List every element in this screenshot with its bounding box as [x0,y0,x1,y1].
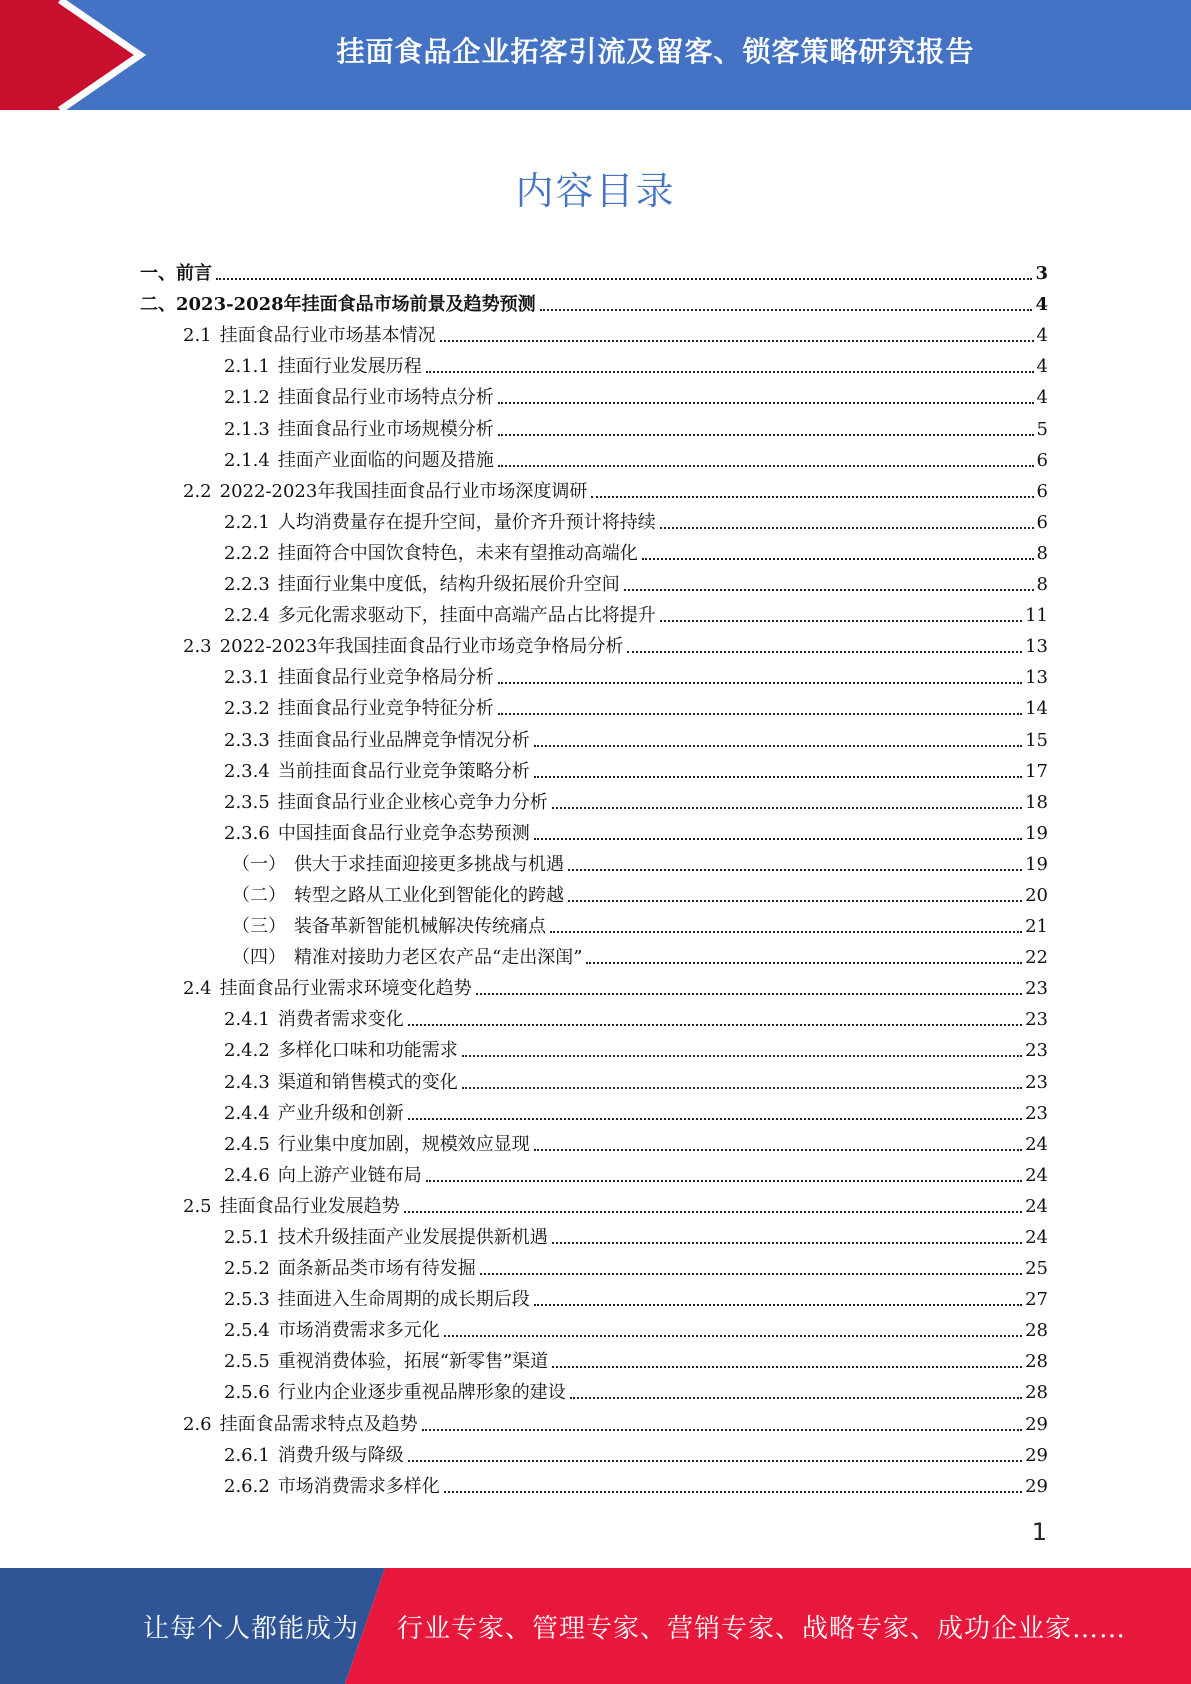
toc-dot-leader [552,807,1022,809]
toc-entry-label [232,916,546,938]
toc-dot-leader [624,589,1034,591]
toc-entry-label [224,1320,440,1342]
toc-entry-page: 24 [1025,1133,1048,1155]
toc-dot-leader [534,1149,1022,1151]
toc-entry-label [224,1227,548,1249]
toc-entry[interactable] [140,720,1048,751]
toc-dot-leader [660,620,1022,622]
toc-dot-leader [534,1304,1022,1306]
toc-entry-page: 6 [1036,449,1048,471]
toc-entry-label [183,636,623,658]
toc-entry-title: 挂面食品行业需求环境变化趋势 [219,978,472,1000]
toc-dot-leader [462,1055,1022,1057]
toc-entry-label [224,667,494,689]
toc-entry[interactable] [140,1249,1048,1280]
toc-entry-number: 2.4.5 [224,1133,270,1155]
toc-entry-label [232,947,582,969]
toc-dot-leader [550,931,1022,933]
toc-entry-title: 消费升级与降级 [277,1444,404,1466]
toc-entry-page: 4 [1035,294,1048,316]
toc-entry-label [224,356,422,378]
toc-entry-title: 前言 [176,263,212,285]
toc-entry-page: 24 [1025,1195,1048,1217]
toc-entry-title: 2022-2023年我国挂面食品行业市场深度调研 [219,480,588,502]
toc-entry-title: 挂面行业集中度低，结构升级拓展价升空间 [277,574,620,596]
toc-entry-number: 2.5 [183,1195,212,1217]
toc-entry-number: 2.4.6 [224,1164,270,1186]
toc-entry-label [224,1165,422,1187]
toc-entry-title: 挂面食品行业竞争特征分析 [277,698,494,720]
toc-entry[interactable] [140,534,1048,565]
toc-entry-number: 2.5.1 [224,1227,270,1248]
toc-entry[interactable] [140,378,1048,409]
toc-entry-title: 挂面食品行业企业核心竞争力分析 [277,791,548,813]
toc-dot-leader [591,496,1033,498]
toc-entry-label [224,1072,458,1094]
toc-entry-label [224,512,656,534]
toc-dot-leader [444,1491,1022,1493]
toc-entry[interactable] [140,814,1048,845]
toc-entry-number: 2.3 [183,636,212,658]
toc-entry-number: 2.5.3 [224,1289,270,1311]
toc-entry[interactable] [140,1373,1048,1404]
toc-entry-label [224,698,494,720]
toc-entry[interactable] [140,1062,1048,1093]
table-of-contents [140,254,1048,1498]
toc-entry-page: 29 [1025,1475,1048,1497]
toc-entry-page: 6 [1036,480,1048,502]
toc-entry-page: 4 [1036,325,1048,347]
toc-entry-title: 转型之路从工业化到智能化的跨越 [294,884,564,906]
toc-entry[interactable] [140,1125,1048,1156]
toc-entry[interactable] [140,658,1048,689]
toc-entry-label [224,792,548,814]
toc-entry-title: 人均消费量存在提升空间，量价齐升预计将持续 [277,511,656,533]
toc-entry-number: 2.5.4 [224,1320,270,1342]
toc-entry-number: 2.4.2 [224,1040,270,1062]
toc-entry-page: 23 [1025,1040,1048,1062]
toc-entry-title: 挂面食品行业市场特点分析 [277,387,494,409]
toc-entry-page: 3 [1035,263,1048,285]
toc-dot-leader [534,776,1022,778]
toc-entry-title: 渠道和销售模式的变化 [277,1071,458,1093]
toc-entry-page: 13 [1025,667,1048,689]
toc-dot-leader [540,309,1033,311]
toc-entry-title: 市场消费需求多样化 [277,1475,440,1497]
report-title: 挂面食品企业拓客引流及留客、锁客策略研究报告 [336,35,975,68]
toc-entry-label [224,605,656,627]
toc-entry-page: 29 [1025,1413,1048,1435]
toc-entry-label [224,1351,548,1373]
toc-dot-leader [426,371,1034,373]
toc-entry-title: 挂面进入生命周期的成长期后段 [277,1289,530,1311]
toc-entry[interactable] [140,1000,1048,1031]
header-arrow-decoration [0,0,160,110]
toc-entry-title: 多样化口味和功能需求 [277,1040,458,1062]
toc-entry-number: （四） [232,947,286,969]
toc-entry-label [140,263,212,285]
toc-entry-number: 2.3.2 [224,698,270,720]
toc-entry-page: 28 [1025,1382,1048,1404]
toc-entry-page: 4 [1036,356,1048,378]
toc-entry-title: 挂面符合中国饮食特色，未来有望推动高端化 [277,542,638,564]
toc-entry-title: 重视消费体验，拓展“新零售”渠道 [277,1351,549,1373]
toc-entry-number: （一） [232,853,286,875]
toc-entry[interactable] [140,1031,1048,1062]
toc-entry[interactable] [140,689,1048,720]
toc-entry-page: 24 [1025,1164,1048,1186]
toc-entry-page: 11 [1025,605,1048,627]
toc-dot-leader [462,1087,1022,1089]
toc-entry[interactable] [140,1156,1048,1187]
toc-dot-leader [480,1273,1022,1275]
toc-entry-number: 2.3.6 [224,822,270,844]
toc-entry[interactable] [140,503,1048,534]
toc-entry-number: 2.4.4 [224,1102,270,1124]
toc-entry-page: 17 [1025,760,1048,782]
toc-entry[interactable] [140,596,1048,627]
toc-entry[interactable] [140,254,1048,285]
toc-entry-title: 技术升级挂面产业发展提供新机遇 [277,1227,548,1248]
toc-entry-number: 2.5.5 [224,1351,270,1373]
toc-entry-number: 2.1.1 [224,356,270,378]
toc-entry-title: 2023-2028年挂面食品市场前景及趋势预测 [176,294,536,316]
toc-entry-page: 28 [1025,1351,1048,1373]
toc-entry-page: 23 [1025,1071,1048,1093]
toc-entry[interactable] [140,472,1048,503]
toc-entry-number: 2.6 [183,1413,212,1435]
toc-entry[interactable] [140,285,1048,316]
toc-dot-leader [498,682,1022,684]
toc-dot-leader [408,1460,1022,1462]
toc-entry[interactable] [140,907,1048,938]
toc-entry-title: 市场消费需求多元化 [277,1320,440,1342]
toc-dot-leader [534,838,1022,840]
toc-heading: 内容目录 [515,169,676,213]
toc-entry-page: 28 [1025,1320,1048,1342]
toc-entry[interactable] [140,1218,1048,1249]
toc-entry-label [140,294,536,316]
header-red-arrow [0,0,140,110]
toc-entry[interactable] [140,1467,1048,1498]
toc-entry-label [183,481,587,503]
toc-entry-title: 挂面食品行业发展趋势 [219,1195,400,1217]
toc-entry-label [224,1289,530,1311]
toc-dot-leader [408,1024,1022,1026]
toc-entry[interactable] [140,565,1048,596]
toc-entry-label [183,1414,418,1436]
footer-slogan-right: 行业专家、管理专家、营销专家、战略专家、成功企业家…… [397,1613,1127,1644]
toc-entry[interactable] [140,752,1048,783]
page-number: 1 [1031,1518,1047,1546]
toc-entry-label [224,730,530,752]
toc-dot-leader [570,1397,1022,1399]
toc-entry-page: 23 [1025,1009,1048,1031]
toc-entry-number: 2.5.6 [224,1382,270,1404]
toc-entry-label [224,543,638,565]
toc-dot-leader [642,558,1034,560]
toc-entry-number: 2.1 [183,325,212,347]
toc-entry-page: 24 [1025,1227,1048,1248]
toc-entry-number: 二、 [140,294,176,316]
toc-entry-title: 中国挂面食品行业竞争态势预测 [277,822,530,844]
toc-entry-page: 4 [1036,387,1048,409]
toc-entry-number: 2.2.2 [224,542,270,564]
toc-entry-title: 挂面食品行业品牌竞争情况分析 [277,729,530,751]
toc-entry-page: 25 [1025,1258,1048,1280]
toc-entry-title: 消费者需求变化 [277,1009,404,1031]
toc-entry[interactable] [140,1094,1048,1125]
toc-dot-leader [408,1118,1022,1120]
toc-entry-number: 2.3.1 [224,667,270,689]
toc-entry-label [224,1476,440,1498]
toc-dot-leader [476,993,1022,995]
toc-entry-label [183,1196,400,1218]
header-band [0,0,1191,110]
toc-entry-title: 产业升级和创新 [277,1102,404,1124]
footer-slogan-left: 让每个人都能成为 [143,1613,360,1644]
toc-entry-page: 15 [1025,729,1048,751]
toc-dot-leader [552,1366,1022,1368]
toc-entry-label [224,450,494,472]
toc-entry-number: 2.6.2 [224,1475,270,1497]
toc-entry-page: 13 [1025,636,1048,658]
toc-dot-leader [586,962,1022,964]
toc-entry-label [224,1258,476,1280]
toc-entry-title: 挂面食品行业市场基本情况 [219,325,436,347]
toc-entry-page: 14 [1025,698,1048,720]
toc-dot-leader [444,1335,1022,1337]
toc-dot-leader [498,713,1022,715]
toc-entry-label [224,761,530,783]
toc-entry-page: 5 [1036,418,1048,440]
toc-entry-title: 精准对接助力老区农产品“走出深闺” [294,947,583,969]
toc-entry[interactable] [140,409,1048,440]
toc-dot-leader [660,527,1034,529]
toc-entry[interactable] [140,876,1048,907]
toc-entry-label [224,1382,566,1404]
toc-entry-page: 22 [1025,947,1048,969]
toc-entry-label [224,823,530,845]
toc-entry-title: 当前挂面食品行业竞争策略分析 [277,760,530,782]
toc-entry-page: 23 [1025,1102,1048,1124]
toc-entry[interactable] [140,1187,1048,1218]
toc-entry-label [183,978,472,1000]
toc-entry-label [183,325,436,347]
toc-entry-title: 供大于求挂面迎接更多挑战与机遇 [294,853,564,875]
toc-entry-number: 2.4.1 [224,1009,270,1031]
toc-entry-title: 面条新品类市场有待发掘 [277,1258,476,1280]
toc-entry-number: 2.1.4 [224,449,270,471]
toc-dot-leader [216,278,1032,280]
toc-entry-number: 2.5.2 [224,1258,270,1280]
toc-entry[interactable] [140,1311,1048,1342]
toc-entry-title: 挂面产业面临的问题及措施 [277,449,494,471]
toc-entry-page: 29 [1025,1444,1048,1466]
toc-entry-number: 2.2.4 [224,605,270,627]
footer-band [0,1568,1191,1684]
toc-entry[interactable] [140,845,1048,876]
toc-entry-label [232,854,564,876]
toc-entry[interactable] [140,1280,1048,1311]
toc-entry-number: 2.1.2 [224,387,270,409]
toc-entry-number: 一、 [140,263,176,285]
toc-entry-number: （二） [232,884,286,906]
toc-entry-page: 19 [1025,822,1048,844]
toc-dot-leader [568,900,1022,902]
toc-entry-title: 装备革新智能机械解决传统痛点 [294,916,546,938]
toc-entry-label [224,1040,458,1062]
toc-entry-number: 2.2.3 [224,574,270,596]
toc-entry-number: 2.6.1 [224,1444,270,1466]
toc-entry-page: 27 [1025,1289,1048,1311]
toc-entry[interactable] [140,938,1048,969]
toc-dot-leader [404,1211,1022,1213]
toc-entry-label [224,1134,530,1156]
toc-entry-page: 23 [1025,978,1048,1000]
toc-entry-number: （三） [232,916,286,938]
toc-entry-title: 挂面食品行业市场规模分析 [277,418,494,440]
toc-entry[interactable] [140,1342,1048,1373]
toc-dot-leader [422,1429,1022,1431]
toc-entry-label [232,885,564,907]
toc-entry-title: 2022-2023年我国挂面食品行业市场竞争格局分析 [219,636,624,658]
toc-entry-number: 2.4.3 [224,1071,270,1093]
toc-entry-title: 向上游产业链布局 [277,1164,422,1186]
toc-entry[interactable] [140,1436,1048,1467]
toc-dot-leader [440,340,1034,342]
toc-entry-title: 行业内企业逐步重视品牌形象的建设 [277,1382,566,1404]
toc-entry-title: 多元化需求驱动下，挂面中高端产品占比将提升 [277,605,656,627]
toc-dot-leader [552,1242,1022,1244]
toc-entry-number: 2.2.1 [224,511,270,533]
toc-entry-number: 2.2 [183,480,212,502]
toc-entry-label [224,574,620,596]
toc-entry[interactable] [140,627,1048,658]
toc-entry-title: 挂面食品需求特点及趋势 [219,1413,418,1435]
toc-entry-title: 行业集中度加剧，规模效应显现 [277,1133,530,1155]
toc-entry-number: 2.4 [183,978,212,1000]
toc-entry-page: 6 [1036,511,1048,533]
toc-dot-leader [627,651,1022,653]
toc-entry[interactable] [140,969,1048,1000]
toc-entry[interactable] [140,316,1048,347]
toc-dot-leader [498,465,1034,467]
toc-dot-leader [534,745,1022,747]
toc-entry-title: 挂面行业发展历程 [277,356,422,378]
toc-dot-leader [426,1180,1022,1182]
toc-entry-label [224,1103,404,1125]
toc-entry-label [224,419,494,441]
toc-entry[interactable] [140,1404,1048,1435]
toc-entry-page: 8 [1036,542,1048,564]
toc-dot-leader [498,434,1034,436]
toc-entry[interactable] [140,783,1048,814]
toc-entry-number: 2.3.5 [224,791,270,813]
toc-dot-leader [498,402,1034,404]
toc-entry-label [224,387,494,409]
toc-entry[interactable] [140,347,1048,378]
toc-entry[interactable] [140,441,1048,472]
toc-entry-page: 19 [1025,853,1048,875]
toc-entry-page: 18 [1025,791,1048,813]
toc-entry-number: 2.3.3 [224,729,270,751]
toc-entry-page: 20 [1025,884,1048,906]
toc-entry-page: 21 [1025,916,1048,938]
toc-entry-page: 8 [1036,574,1048,596]
toc-entry-label [224,1009,404,1031]
toc-entry-number: 2.3.4 [224,760,270,782]
toc-entry-label [224,1445,404,1467]
toc-dot-leader [568,869,1022,871]
toc-entry-title: 挂面食品行业竞争格局分析 [277,667,494,689]
toc-entry-number: 2.1.3 [224,418,270,440]
